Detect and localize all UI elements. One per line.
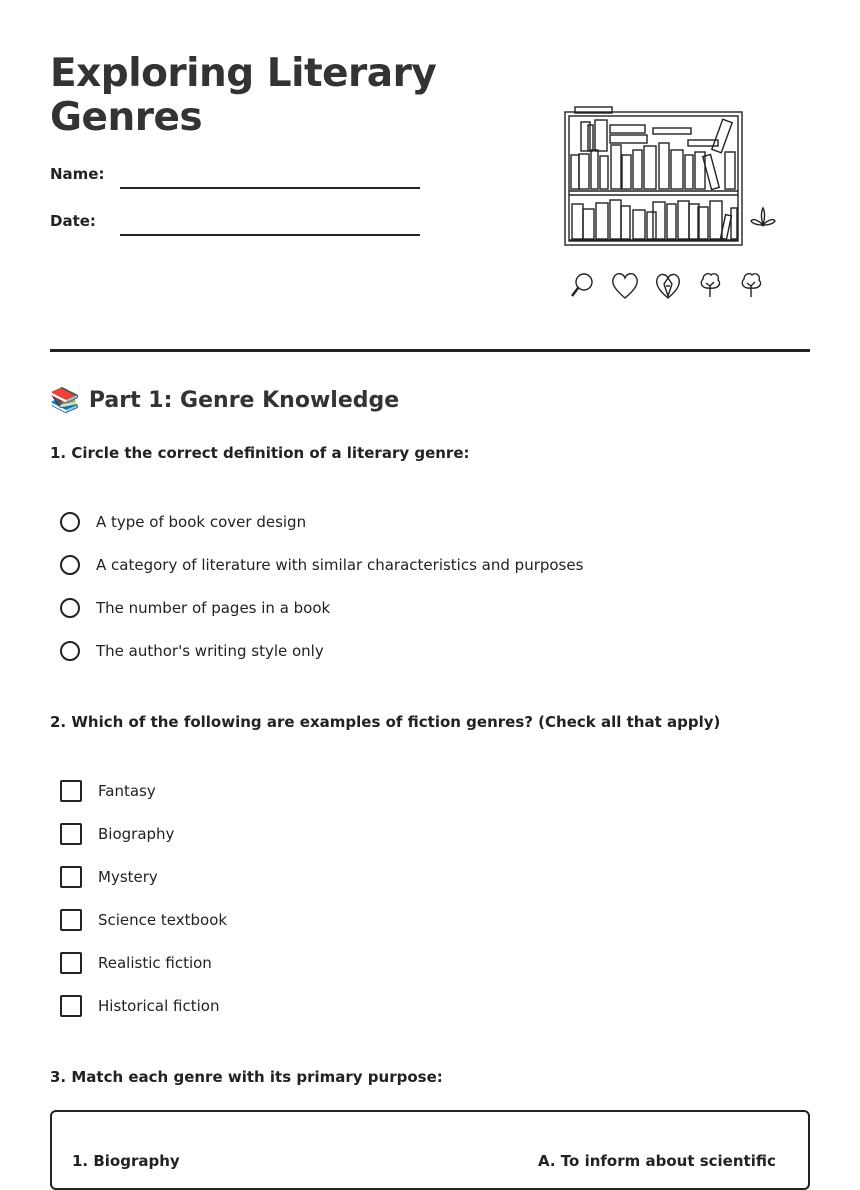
option-label: Historical fiction	[98, 997, 220, 1015]
q1-option-1[interactable]	[60, 509, 306, 535]
header-divider	[50, 349, 810, 352]
question-3: 3. Match each genre with its primary purpose:	[50, 1068, 443, 1086]
name-field[interactable]	[120, 187, 420, 189]
magnifying-glass-icon	[572, 274, 592, 296]
checkbox[interactable]	[60, 909, 82, 931]
bookshelf-illustration	[555, 100, 785, 309]
sprout-icon	[751, 208, 775, 225]
q1-option-4[interactable]	[60, 638, 324, 664]
checkbox[interactable]	[60, 866, 82, 888]
question-1: 1. Circle the correct definition of a literary genre:	[50, 444, 470, 462]
q1-option-3[interactable]	[60, 595, 330, 621]
question-2: 2. Which of the following are examples of fiction genres? (Check all that apply)	[50, 713, 721, 731]
option-label: The author's writing style only	[96, 642, 324, 660]
q2-option-biography[interactable]	[60, 821, 174, 847]
tree-icon	[701, 274, 719, 297]
q2-option-historical-fiction[interactable]	[60, 993, 219, 1019]
rocket-icon	[657, 274, 680, 298]
option-label: A category of literature with similar characteristics and purposes	[96, 556, 584, 574]
option-label: Biography	[98, 825, 175, 843]
option-label: Realistic fiction	[98, 954, 212, 972]
q1-option-2[interactable]	[60, 552, 583, 578]
matching-box	[50, 1110, 810, 1190]
option-label: Science textbook	[98, 911, 228, 929]
option-label: Fantasy	[98, 782, 156, 800]
checkbox[interactable]	[60, 995, 82, 1017]
match-purpose-item[interactable]: A. To inform about scientific	[538, 1152, 776, 1170]
option-label: The number of pages in a book	[96, 599, 331, 617]
tree-icon	[742, 274, 760, 297]
q2-option-realistic-fiction[interactable]	[60, 950, 212, 976]
radio-button[interactable]	[60, 598, 80, 618]
date-field[interactable]	[120, 234, 420, 236]
heart-icon	[613, 274, 637, 298]
q2-option-mystery[interactable]	[60, 864, 158, 890]
q2-option-science-textbook[interactable]	[60, 907, 227, 933]
checkbox[interactable]	[60, 823, 82, 845]
checkbox[interactable]	[60, 952, 82, 974]
match-genre-item[interactable]: 1. Biography	[72, 1152, 180, 1170]
option-label: Mystery	[98, 868, 158, 886]
bookshelf-icon	[555, 100, 785, 305]
radio-button[interactable]	[60, 512, 80, 532]
date-label: Date:	[50, 212, 96, 230]
worksheet-title: Exploring Literary Genres	[50, 51, 437, 140]
part1-title: Part 1: Genre Knowledge	[88, 387, 400, 413]
checkbox[interactable]	[60, 780, 82, 802]
radio-button[interactable]	[60, 641, 80, 661]
part1-heading	[50, 386, 399, 414]
q2-option-fantasy[interactable]	[60, 778, 156, 804]
option-label: A type of book cover design	[96, 513, 307, 531]
name-label: Name:	[50, 165, 105, 183]
radio-button[interactable]	[60, 555, 80, 575]
books-icon: 📚	[50, 386, 80, 414]
